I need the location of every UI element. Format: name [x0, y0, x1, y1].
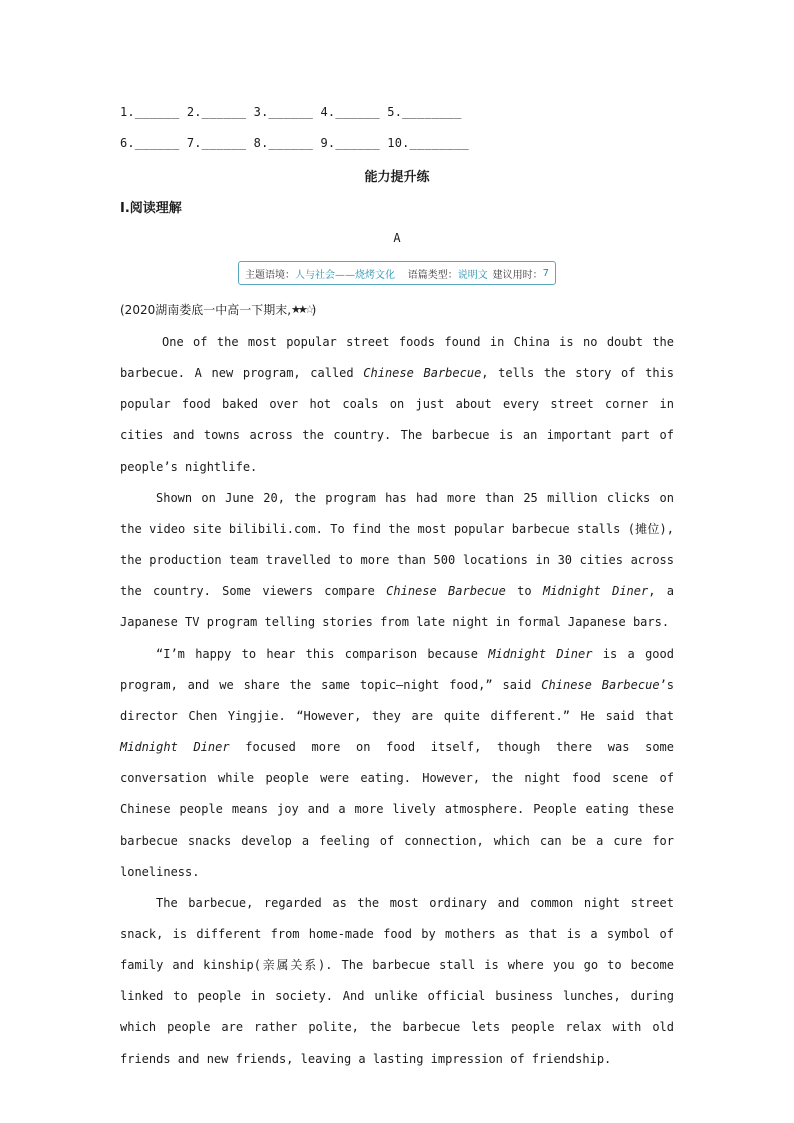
paragraph-3: “I’m happy to hear this comparison because Midnight Diner is a good program, and we share the same topic—night food,” said Chinese Barbecue’s director Chen Yingjie. “However, they are quite different.” He said that Midnight Diner focused more on food itself, though there was some conversation while people were eating. However, the night food scene of Chinese people means joy and a more lively atmosphere. People eating these barbecue snacks develop a feeling of connection, which can be a cure for loneliness.	[120, 646, 675, 879]
type-value: 说明文	[457, 269, 488, 281]
theme-label: 主题语境：	[245, 269, 295, 281]
program-title: Chinese Barbecue	[541, 677, 660, 692]
section-title: 能力提升练	[364, 170, 430, 185]
passage-info-bar	[238, 261, 556, 285]
program-title: Chinese Barbecue	[386, 584, 506, 599]
paragraph-4: The barbecue, regarded as the most ordinary and common night street snack, is different from home-made food by mothers as that is a symbol of family and kinship(亲属关系). The barbecue stall is where you go to become linked to people in society. And unlike official business lunches, during which people are rather polite, the barbecue lets people relax with old friends and new friends, leaving a lasting impression of friendship.	[120, 895, 674, 1066]
type-label: 语篇类型：	[407, 269, 458, 281]
source-close: )	[311, 303, 317, 317]
difficulty-star-icon: ★★☆	[291, 303, 312, 316]
passage-body	[120, 327, 674, 1075]
source-text: (2020湖南娄底一中高一下期末,	[120, 303, 292, 317]
passage-letter: A	[393, 231, 401, 245]
time-value: 7	[542, 267, 549, 279]
paragraph-1: One of the most popular street foods found in China is no doubt the barbecue. A new program, called Chinese Barbecue, tells the story of this popular food baked over hot coals on just about every street corner in cities and towns across the country. The barbecue is an important part of people’s nightlife.	[120, 335, 675, 474]
source-note	[120, 301, 316, 318]
program-title: Midnight Diner	[120, 740, 230, 755]
answer-blanks-row-2: 6.______ 7.______ 8.______ 9.______ 10.________	[120, 136, 469, 150]
time-label: 建议用时：	[492, 269, 543, 281]
program-title: Midnight Diner	[542, 584, 649, 599]
part-title: Ⅰ.阅读理解	[120, 201, 182, 216]
theme-value: 人与社会——烧烤文化	[295, 269, 395, 281]
paragraph-2: Shown on June 20, the program has had more than 25 million clicks on the video site bilibili.com. To find the most popular barbecue stalls (摊位), the production team travelled to more than 500 locations in 30 cities across the country. Some viewers compare Chinese Barbecue to Midnight Diner, a Japanese TV program telling stories from late night in formal Japanese bars.	[120, 490, 674, 630]
program-title: Chinese Barbecue	[363, 366, 482, 381]
program-title: Midnight Diner	[488, 646, 593, 661]
answer-blanks-row-1: 1.______ 2.______ 3.______ 4.______ 5.________	[120, 105, 462, 119]
